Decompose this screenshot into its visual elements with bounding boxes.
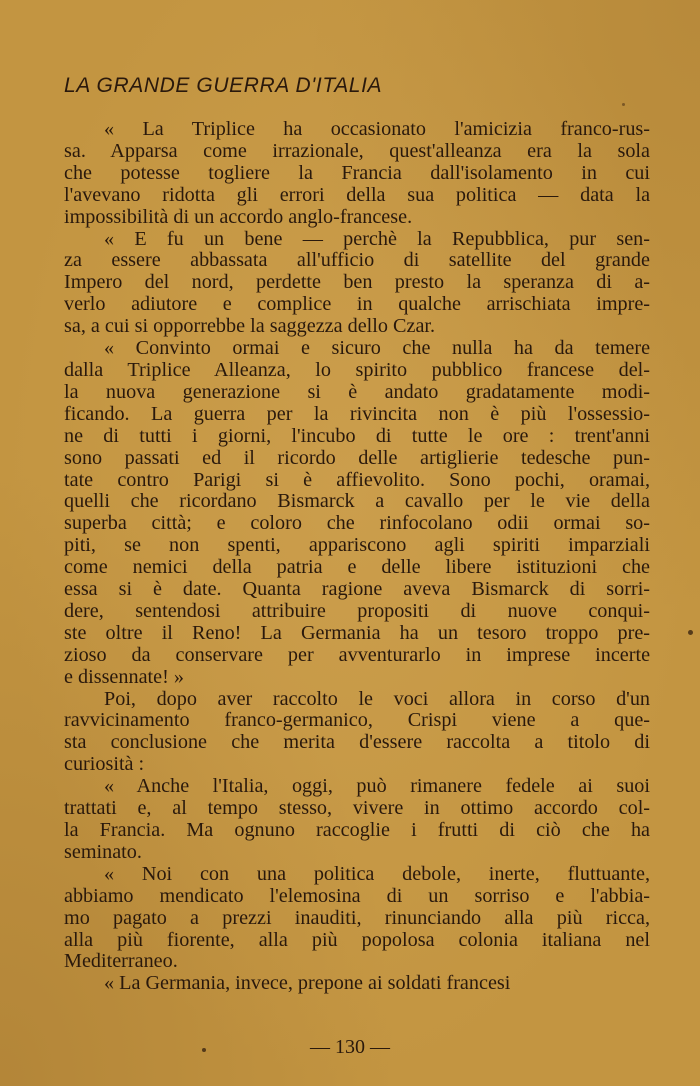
paragraph — [64, 776, 650, 864]
text-line: abbiamo mendicato l'elemosina di un sorriso e l'abbia- — [64, 884, 651, 907]
text-line: sa. Apparsa come irrazionale, quest'alleanza era la sola — [64, 139, 650, 162]
text-line: verlo adiutore e complice in qualche arrischiata impre- — [64, 293, 651, 316]
text-line: essa si è date. Quanta ragione aveva Bismarck di sorri- — [64, 578, 651, 601]
text-line: « Anche l'Italia, oggi, può rimanere fedele ai suoi — [104, 775, 650, 798]
text-line: che potesse togliere la Francia dall'isolamento in cui — [64, 161, 650, 184]
text-line: trattati e, al tempo stesso, vivere in ottimo accordo col- — [64, 797, 651, 820]
text-line: Mediterraneo. — [64, 950, 178, 973]
body-text — [64, 119, 650, 995]
text-line: e dissennate! » — [64, 665, 184, 688]
text-line: ficando. La guerra per la rivincita non è più l'ossessio- — [64, 402, 650, 425]
text-line: quelli che ricordano Bismarck a cavallo per le vie della — [64, 490, 651, 513]
paper-speck — [622, 103, 625, 106]
text-line: « La Germania, invece, prepone ai soldati francesi — [104, 972, 511, 995]
text-line: Poi, dopo aver raccolto le voci allora in corso d'un — [104, 687, 651, 710]
text-line: seminato. — [64, 840, 142, 863]
text-line: superba città; e coloro che rinfocolano odii ormai so- — [64, 512, 650, 535]
text-line: sa, a cui si opporrebbe la saggezza dello Czar. — [64, 315, 436, 338]
text-line: dere, sentendosi attribuire propositi di nuove conqui- — [64, 599, 650, 622]
text-line: sono passati ed il ricordo delle artiglierie tedesche pun- — [64, 446, 650, 469]
paragraph — [64, 338, 650, 689]
text-line: sta conclusione che merita d'essere raccolta a titolo di — [64, 731, 650, 754]
text-line: zioso da conservare per avventurarlo in imprese incerte — [64, 643, 651, 666]
text-line: ne di tutti i giorni, l'incubo di tutte le ore : trent'anni — [64, 424, 650, 447]
paragraph — [64, 229, 650, 339]
text-line: « Noi con una politica debole, inerte, fluttuante, — [104, 862, 650, 885]
text-line: Impero del nord, perdette ben presto la speranza di a- — [64, 271, 651, 294]
text-line: come nemici della patria e delle libere istituzioni che — [64, 556, 651, 579]
paper-speck — [202, 1048, 206, 1052]
text-line: mo pagato a prezzi inauditi, rinunciando alla più ricca, — [64, 906, 651, 929]
page-number: — 130 — — [310, 1036, 390, 1058]
text-line: piti, se non spenti, appariscono agli spiriti imparziali — [64, 534, 650, 557]
text-line: la Francia. Ma ognuno raccoglie i frutti di ciò che ha — [64, 819, 650, 841]
text-line: « E fu un bene — perchè la Repubblica, pur sen- — [104, 227, 650, 250]
text-line: « La Triplice ha occasionato l'amicizia franco-rus- — [104, 118, 650, 140]
text-line: ste oltre il Reno! La Germania ha un tesoro troppo pre- — [64, 621, 651, 644]
text-line: l'avevano ridotta gli errori della sua politica — data la — [64, 183, 651, 206]
running-title: LA GRANDE GUERRA D'ITALIA — [64, 74, 383, 97]
text-line: curiosità : — [64, 753, 145, 776]
text-line: la nuova generazione si è andato gradatamente modi- — [64, 380, 651, 403]
text-line: « Convinto ormai e sicuro che nulla ha da temere — [104, 337, 651, 360]
paragraph — [64, 689, 650, 777]
paragraph — [64, 973, 650, 995]
text-line: tate contro Parigi si è affievolito. Sono pochi, oramai, — [64, 468, 651, 491]
text-line: alla più fiorente, alla più popolosa colonia italiana nel — [64, 928, 650, 951]
text-line: dalla Triplice Alleanza, lo spirito pubblico francese del- — [64, 358, 650, 381]
text-line: za essere abbassata all'ufficio di satellite del grande — [64, 249, 650, 272]
paragraph — [64, 119, 650, 229]
paragraph — [64, 864, 650, 974]
text-line: ravvicinamento franco-germanico, Crispi viene a que- — [64, 709, 651, 732]
text-line: impossibilità di un accordo anglo-francese. — [64, 205, 413, 228]
paper-speck — [688, 630, 693, 635]
